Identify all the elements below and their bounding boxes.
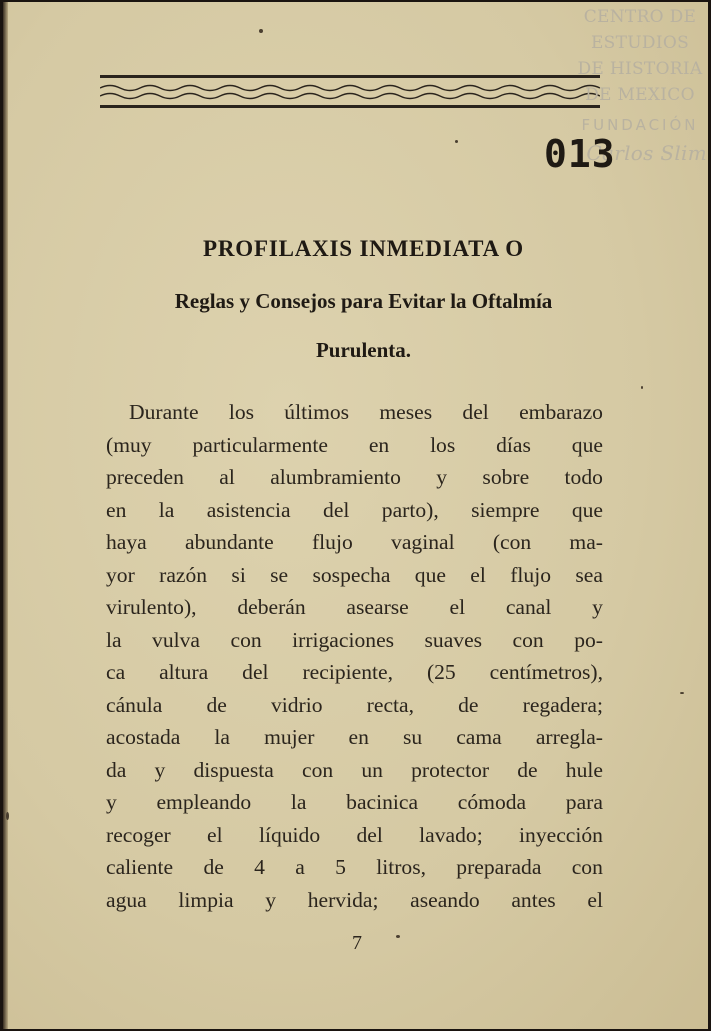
body-paragraph <box>106 396 603 916</box>
ink-speck <box>455 140 458 143</box>
ornament-top-rule <box>100 75 600 78</box>
page-edge-shadow <box>3 2 8 1029</box>
stamp-line: DE MEXICO <box>585 85 695 105</box>
ink-speck <box>396 935 400 938</box>
ink-speck <box>641 386 643 389</box>
text-line: da y dispuesta con un protector de hule <box>106 757 603 782</box>
page-number: 7 <box>352 932 362 954</box>
document-page <box>3 2 708 1029</box>
stamp-line: CENTRO DE <box>583 7 697 27</box>
ornament-wave-rule <box>100 82 600 102</box>
section-title: PROFILAXIS INMEDIATA O <box>203 236 524 261</box>
stamp-signature: Carlos Slim <box>586 141 707 165</box>
text-line: yor razón si se sospecha que el flujo sea <box>106 562 603 587</box>
stamp-line: ESTUDIOS <box>590 33 690 53</box>
text-line: agua limpia y hervida; aseando antes el <box>106 887 603 912</box>
stamp-line: DE HISTORIA <box>577 59 703 79</box>
text-line: ca altura del recipiente, (25 centímetros), <box>106 660 603 684</box>
ornament-bottom-rule <box>100 105 600 108</box>
text-line: la vulva con irrigaciones suaves con po- <box>106 627 603 652</box>
section-subtitle-line1: Reglas y Consejos para Evitar la Oftalmía <box>174 289 553 313</box>
text-line: virulento), deberán asearse el canal y <box>106 595 603 619</box>
text-line: acostada la mujer en su cama arregla- <box>106 725 603 749</box>
text-line: caliente de 4 a 5 litros, preparada con <box>106 855 603 879</box>
stamp-foundation: FUNDACIÓN <box>581 116 699 134</box>
ink-speck <box>680 692 684 694</box>
text-line: haya abundante flujo vaginal (con ma- <box>106 530 603 554</box>
text-line: (muy particularmente en los días que <box>106 432 603 457</box>
ink-speck <box>6 812 9 820</box>
folio-number: 013 <box>544 132 616 176</box>
section-subtitle-line2: Purulenta. <box>315 338 412 362</box>
text-line: recoger el líquido del lavado; inyección <box>106 822 603 847</box>
text-line: y empleando la bacinica cómoda para <box>106 790 603 814</box>
text-line: preceden al alumbramiento y sobre todo <box>106 465 603 489</box>
ink-speck <box>259 29 263 33</box>
text-line: cánula de vidrio recta, de regadera; <box>106 692 603 717</box>
text-line: en la asistencia del parto), siempre que <box>106 497 603 522</box>
text-line: Durante los últimos meses del embarazo <box>129 400 603 424</box>
